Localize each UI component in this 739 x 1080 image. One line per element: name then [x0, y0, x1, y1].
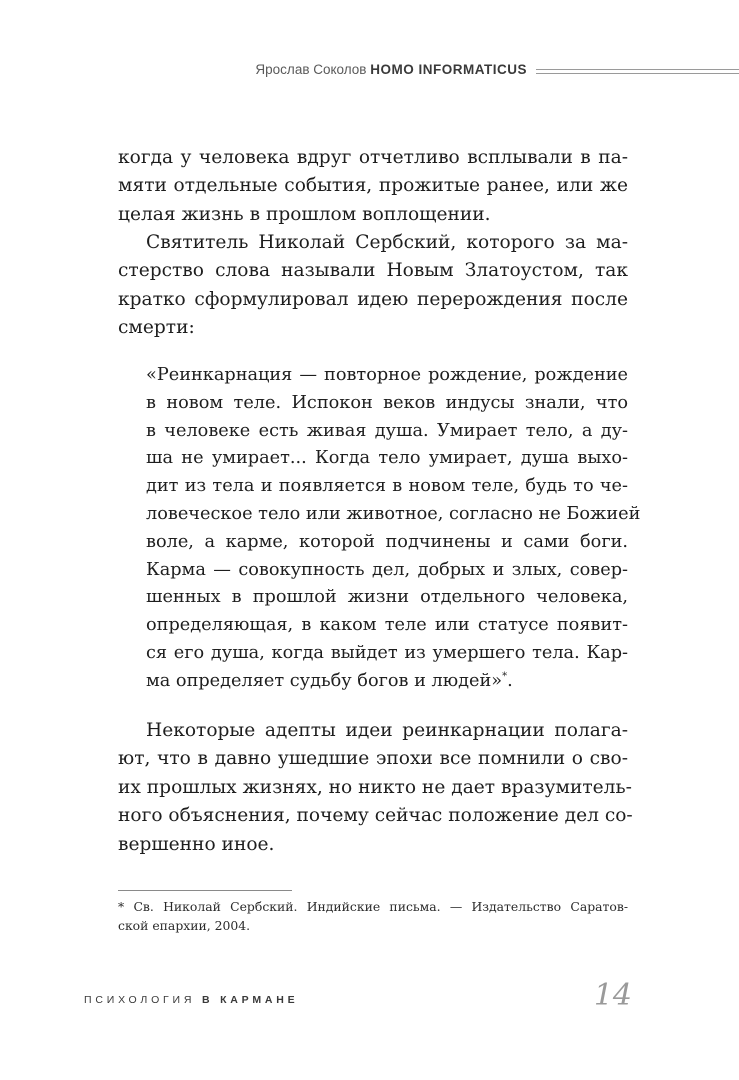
quote-line: в новом теле. Испокон веков индусы знали, что — [146, 392, 628, 413]
quote-line: шенных в прошлой жизни отдельного человека, — [146, 587, 628, 608]
quote-line: воле, а карме, которой подчинены и сами боги. — [146, 531, 628, 552]
quote-line: ся его душа, когда выйдет из умершего тела. Кар- — [146, 642, 628, 663]
header-rule-bottom — [536, 73, 739, 74]
text-line: их прошлых жизнях, но никто не дает вразумитель- — [118, 776, 632, 798]
series-name-bold: В КАРМАНЕ — [201, 994, 299, 1006]
text-line: вершенно иное. — [118, 833, 275, 855]
book-title: HOMO INFORMATICUS — [370, 62, 527, 77]
quote-line: ловеческое тело или животное, согласно не Божией — [146, 503, 641, 524]
quote-line: ша не умирает... Когда тело умирает, душа выхо- — [146, 448, 628, 469]
footnote-line: * Св. Николай Сербский. Индийские письма. — Издательство Саратов- — [118, 899, 628, 914]
running-head — [0, 62, 739, 82]
quote-line-last: ма определяет судьбу богов и людей»*. — [146, 670, 513, 691]
text-line: стерство слова называли Новым Златоустом, так — [118, 260, 628, 282]
series-footer — [84, 994, 298, 1006]
footnote-line: ской епархии, 2004. — [118, 918, 251, 933]
text-line: ют, что в давно ушедшие эпохи все помнили о сво- — [118, 748, 628, 770]
text-line: Святитель Николай Сербский, которого за ма- — [146, 232, 628, 253]
text-line: когда у человека вдруг отчетливо всплывали в па- — [118, 147, 628, 168]
quote-line: в человеке есть живая душа. Умирает тело, а ду- — [146, 420, 628, 441]
series-name: ПСИХОЛОГИЯ — [84, 994, 196, 1006]
text-line: кратко сформулировал идею перерождения после — [118, 288, 628, 310]
quote-line: Карма — совокупность дел, добрых и злых, совер- — [146, 559, 628, 580]
page-number: 14 — [593, 978, 632, 1013]
header-rule-top — [536, 69, 739, 70]
text-line: целая жизнь в прошлом воплощении. — [118, 203, 491, 225]
text-line: Некоторые адепты идеи реинкарнации полага- — [146, 720, 628, 741]
author-name: Ярослав Соколов — [255, 62, 367, 77]
footnote — [118, 897, 628, 935]
running-head-text — [255, 62, 527, 77]
footnote-ref: * — [502, 670, 508, 682]
quote-line-text: ма определяет судьбу богов и людей» — [146, 670, 503, 691]
paragraph-1 — [118, 144, 628, 229]
quote-line: дит из тела и появляется в новом теле, будь то че- — [146, 476, 628, 497]
block-quote — [146, 362, 641, 696]
footnote-rule — [118, 890, 292, 891]
text-line: смерти: — [118, 317, 195, 339]
paragraph-2 — [118, 229, 628, 343]
quote-line: «Реинкарнация — повторное рождение, рождение — [146, 365, 628, 385]
text-line: мяти отдельные события, прожитые ранее, или же — [118, 175, 628, 197]
quote-line: определяющая, в каком теле или статусе появит- — [146, 615, 628, 636]
text-line: ного объяснения, почему сейчас положение дел со- — [118, 805, 633, 827]
paragraph-3 — [118, 717, 633, 859]
